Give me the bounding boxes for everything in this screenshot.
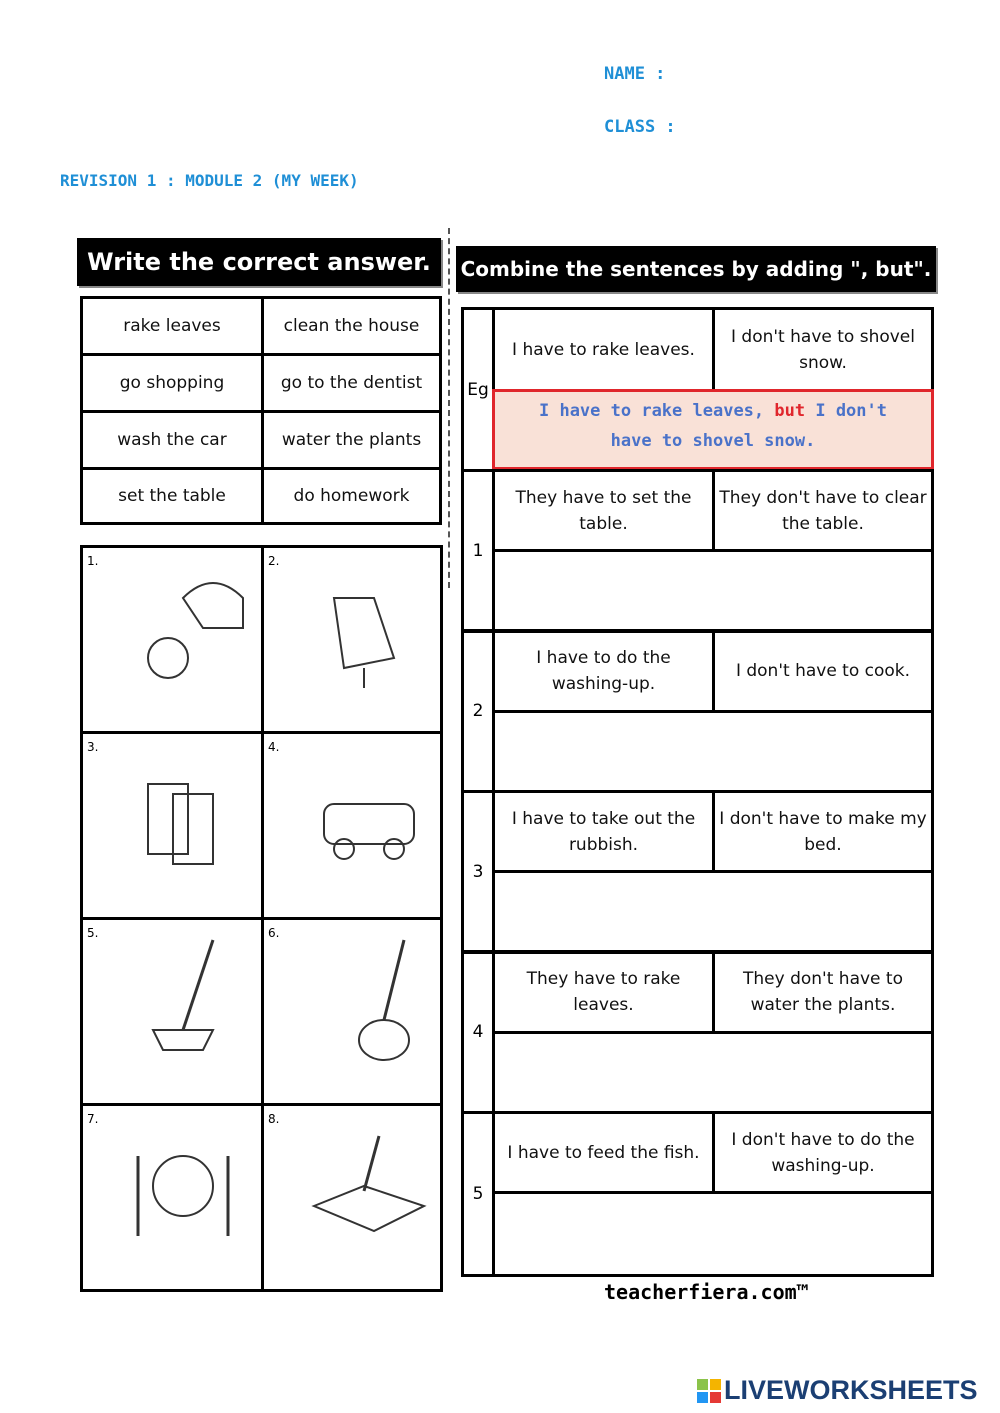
item-number: 4 [461, 951, 495, 1114]
answer-field[interactable] [492, 1031, 934, 1114]
word-cell: wash the car [80, 410, 264, 470]
word-cell: clean the house [261, 296, 442, 356]
example-answer-answer-pre: I have to rake leaves, [538, 401, 775, 421]
picture-cell [80, 731, 264, 920]
picture-cell [261, 917, 443, 1106]
sentence-a: I have to feed the fish. [492, 1111, 715, 1194]
sentence-a: I have to do the washing-up. [492, 630, 715, 713]
name-label: NAME : [604, 64, 666, 84]
sentence-b: I don't have to do the washing-up. [712, 1111, 934, 1194]
sentence-b: They don't have to water the plants. [712, 951, 934, 1034]
example-sentence-b: I don't have to shovel snow. [712, 307, 934, 392]
worksheet-title: REVISION 1 : MODULE 2 (MY WEEK) [60, 171, 359, 190]
word-cell: set the table [80, 467, 264, 525]
left-heading: Write the correct answer. [77, 238, 441, 286]
word-cell: go to the dentist [261, 353, 442, 413]
picture-cell [80, 917, 264, 1106]
example-label: Eg [461, 307, 495, 472]
picture-number: 1. [87, 554, 99, 568]
word-cell: go shopping [80, 353, 264, 413]
example-sentence-a: I have to rake leaves. [492, 307, 715, 392]
answer-field[interactable] [492, 549, 934, 632]
picture-cell [261, 731, 443, 920]
shopping-bags-icon [113, 744, 253, 894]
word-cell: do homework [261, 467, 442, 525]
word-cell: water the plants [261, 410, 442, 470]
word-cell: rake leaves [80, 296, 264, 356]
right-heading: Combine the sentences by adding ", but". [456, 246, 936, 292]
liveworksheets-logo [697, 1375, 978, 1406]
car-wash-icon [294, 744, 434, 894]
sentence-b: I don't have to make my bed. [712, 790, 934, 873]
answer-field[interactable] [492, 1191, 934, 1277]
homework-writing-icon [294, 1116, 434, 1266]
picture-number: 7. [87, 1112, 99, 1126]
picture-number: 5. [87, 926, 99, 940]
picture-number: 2. [268, 554, 280, 568]
sentence-b: They don't have to clear the table. [712, 469, 934, 552]
class-label: CLASS : [604, 117, 676, 137]
picture-cell [80, 545, 264, 734]
answer-field[interactable] [492, 870, 934, 953]
logo-icon [697, 1379, 721, 1403]
item-number: 3 [461, 790, 495, 953]
example-answer [492, 389, 934, 470]
picture-cell [261, 545, 443, 734]
picture-number: 6. [268, 926, 280, 940]
rake-leaves-icon [113, 930, 253, 1080]
sentence-a: They have to rake leaves. [492, 951, 715, 1034]
picture-cell [80, 1103, 264, 1292]
item-number: 1 [461, 469, 495, 632]
divider [448, 228, 450, 588]
sentence-a: I have to take out the rubbish. [492, 790, 715, 873]
picture-number: 8. [268, 1112, 280, 1126]
watering-can-plant-icon [113, 558, 253, 708]
picture-number: 4. [268, 740, 280, 754]
table-setting-icon [113, 1116, 253, 1266]
example-answer-answer-but: but [774, 401, 806, 421]
vacuum-cleaner-icon [294, 930, 434, 1080]
item-number: 5 [461, 1111, 495, 1277]
answer-field[interactable] [492, 710, 934, 793]
dentist-chair-icon [294, 558, 434, 708]
sentence-b: I don't have to cook. [712, 630, 934, 713]
brand-text: LIVEWORKSHEETS [724, 1375, 978, 1405]
sentence-a: They have to set the table. [492, 469, 715, 552]
item-number: 2 [461, 630, 495, 793]
picture-cell [261, 1103, 443, 1292]
example-answer-answer-post: I don't have to shovel snow. [610, 401, 887, 451]
picture-number: 3. [87, 740, 99, 754]
credit: teacherfiera.com™ [604, 1280, 809, 1304]
